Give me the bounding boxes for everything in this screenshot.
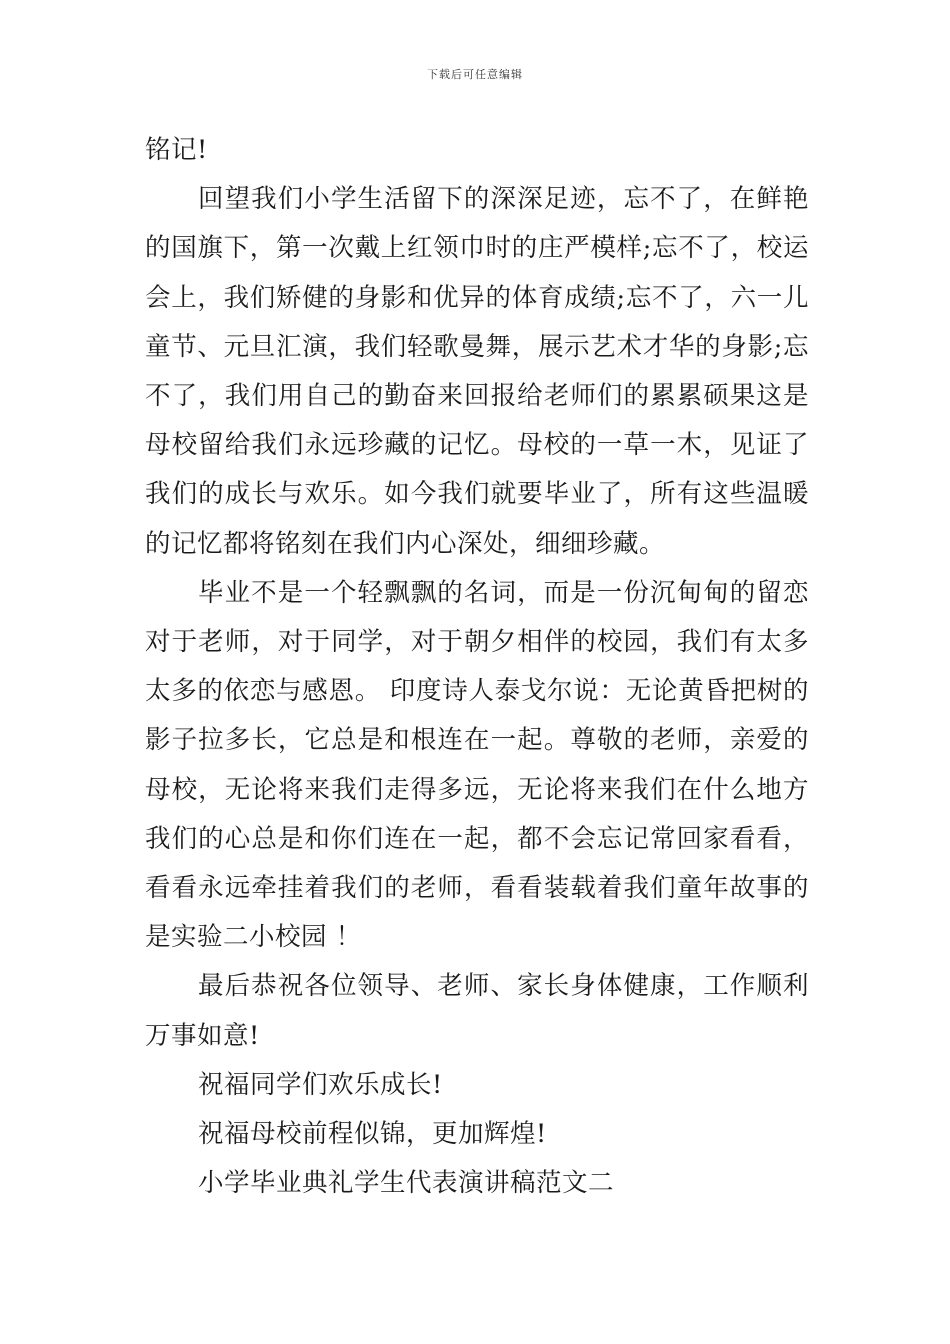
paragraph-wishes: 最后恭祝各位领导、老师、家长身体健康，工作顺利万事如意! — [145, 971, 809, 1051]
paragraph-memories: 回望我们小学生活留下的深深足迹，忘不了，在鲜艳的国旗下，第一次戴上红领巾时的庄严模样;忘不了，校运会上，我们矫健的身影和优异的体育成绩;忘不了，六一儿童节、元旦汇演，我们轻歌曼舞，展示艺术才华的身影;忘不了，我们用自己的勤奋来回报给老师们的累累硕果这是母校留给我们永远珍藏的记忆。母校的一草一木，见证了我们的成长与欢乐。如今我们就要毕业了，所有这些温暖的记忆都将铭刻在我们内心深处，细细珍藏。 — [145, 184, 809, 559]
blessing-school: 祝福母校前程似锦，更加辉煌! — [198, 1119, 547, 1150]
page-header: 下载后可任意编辑 — [427, 68, 523, 81]
next-section-title: 小学毕业典礼学生代表演讲稿范文二 — [198, 1168, 615, 1199]
document-body — [145, 126, 809, 1208]
paragraph-graduation: 毕业不是一个轻飘飘的名词，而是一份沉甸甸的留恋对于老师，对于同学，对于朝夕相伴的校园，我们有太多太多的依恋与感恩。 印度诗人泰戈尔说：无论黄昏把树的影子拉多长，它总是和根连在一起。尊敬的老师，亲爱的母校，无论将来我们走得多远，无论将来我们在什么地方我们的心总是和你们连在一起，都不会忘记常回家看看，看看永远牵挂着我们的老师，看看装载着我们童年故事的是实验二小校园 ！ — [145, 577, 809, 953]
blessing-classmates: 祝福同学们欢乐成长! — [198, 1069, 443, 1100]
paragraph-continuation: 铭记! — [145, 135, 208, 165]
